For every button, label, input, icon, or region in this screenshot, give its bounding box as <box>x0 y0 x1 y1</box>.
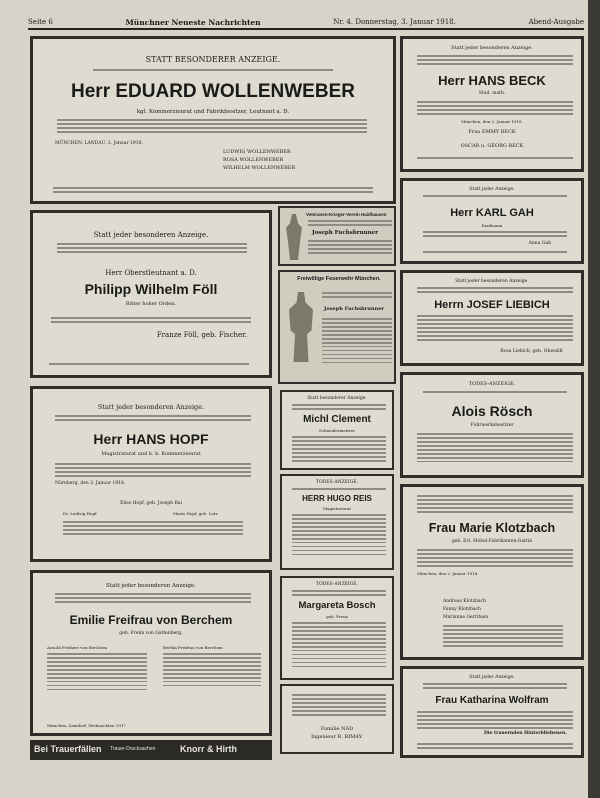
signatory: Rosa Liebich, geb. Obwaldt <box>500 349 563 354</box>
ad-title: Veteranen-Krieger-Verein Haidhausen <box>306 212 387 217</box>
city-date: München, den 2. Januar 1918. <box>417 571 479 576</box>
notice-text-lines <box>57 119 367 135</box>
notice-heading: Statt jeder besonderen Anzeige. <box>93 231 209 239</box>
notice-text-lines <box>417 549 573 569</box>
trauerfaelle-banner <box>30 740 272 760</box>
deceased-subtitle: Stud. math. <box>478 91 506 96</box>
signatory: ROSA WOLLENWEBER <box>223 157 284 163</box>
signatory: Ingenieur R. RIMAY. <box>311 734 363 740</box>
city-date: MÜNCHEN, LANDAU, 2. Januar 1918. <box>55 141 143 146</box>
notice-text-lines <box>417 55 573 67</box>
notice-text-lines <box>292 694 386 718</box>
notice-berchem <box>30 570 272 736</box>
page-header <box>28 16 584 28</box>
notice-text-lines <box>55 593 251 605</box>
notice-wolfram <box>400 666 584 758</box>
notice-text-lines <box>322 292 392 300</box>
soldier-figure-icon <box>284 214 304 260</box>
notice-heading: Statt jeder besonderen Anzeige. <box>455 279 529 284</box>
deceased-name: Joseph Fuchsbrunner <box>312 230 379 236</box>
notice-heading: STATT BESONDERER ANZEIGE. <box>145 55 281 64</box>
signatory: Elise Hopf, geb. Joseph Bai <box>120 501 182 506</box>
notice-heading: Statt jeder Anzeige. <box>469 675 515 680</box>
signatory: OSCAR u. GEORG BECK <box>460 143 524 149</box>
firefighter-figure-icon <box>286 292 316 362</box>
notice-text-lines <box>57 243 247 255</box>
notice-text-lines <box>292 514 386 558</box>
ad-veteranen-verein <box>278 206 396 266</box>
city-date: München, Zamdorf, Weihnachten 1917 <box>47 723 127 728</box>
notice-text-lines <box>55 415 251 423</box>
notice-text-lines <box>51 317 251 325</box>
deceased-name: Michl Clement <box>303 414 371 425</box>
deceased-name: Herr KARL GAH <box>450 207 534 219</box>
header-rule <box>28 28 584 30</box>
deceased-name: Herr HANS HOPF <box>93 431 209 447</box>
edition-label: Abend-Ausgabe <box>528 18 584 26</box>
deceased-name: Herrn JOSEF LIEBICH <box>434 299 550 311</box>
deceased-name: HERR HUGO REIS <box>302 494 372 503</box>
page-edge-shadow <box>588 0 600 798</box>
notice-heading: Statt jeder besonderen Anzeige. <box>451 45 533 51</box>
deceased-subtitle: Schneidermeister <box>319 428 355 433</box>
signatory: Maria Hopf, geb. Lutz <box>173 511 218 516</box>
notice-text-lines <box>423 683 567 691</box>
city-date: München, den 2. Januar 1918. <box>461 119 523 124</box>
deceased-name: Frau Katharina Wolfram <box>435 695 549 706</box>
notice-text-lines <box>292 488 386 492</box>
notice-text-lines <box>417 743 573 751</box>
deceased-name: Herr HANS BECK <box>438 73 546 88</box>
notice-text-lines <box>423 195 567 199</box>
deceased-subtitle: Ritter hoher Orden. <box>125 301 177 307</box>
notice-nad <box>280 684 394 754</box>
notice-clement <box>280 390 394 470</box>
deceased-rank: Herr Oberstleutnant a. D. <box>105 269 197 277</box>
newspaper-title: Münchner Neueste Nachrichten <box>125 17 261 27</box>
signatory: Bertha Freifrau von Berchem <box>163 645 223 650</box>
page-number: Seite 6 <box>28 18 53 26</box>
ad-title: Freiwillige Feuerwehr München. <box>297 276 381 282</box>
signatory: Franze Föll, geb. Fischer. <box>156 331 247 339</box>
notice-text-lines <box>443 625 563 649</box>
notice-text-lines <box>417 711 573 731</box>
notice-heading: Statt jeder besonderen Anzeige. <box>97 403 205 411</box>
notice-heading: Statt jeder Anzeige. <box>469 187 515 192</box>
deceased-name: Emilie Freifrau von Berchem <box>69 613 233 627</box>
deceased-subtitle: geb. Frenz <box>326 614 348 619</box>
notice-heading: TODES-ANZEIGE. <box>315 582 359 587</box>
notice-heading: Statt besonderer Anzeige. <box>307 396 367 401</box>
issue-date: Nr. 4. Donnerstag, 3. Januar 1918. <box>333 18 456 26</box>
banner-left-text: Bei Trauerfällen <box>34 744 102 754</box>
ad-feuerwehr <box>278 270 396 384</box>
notice-text-lines <box>417 101 573 117</box>
notice-text-lines <box>53 187 373 195</box>
signatory: LUDWIG WOLLENWEBER <box>223 149 291 155</box>
notice-text-lines <box>417 495 573 515</box>
city-date: Nürnberg, den 2. Januar 1918. <box>55 481 126 486</box>
deceased-name: Alois Rösch <box>451 403 533 419</box>
notice-text-lines <box>423 231 567 239</box>
notice-text-lines <box>292 404 386 412</box>
notice-foell <box>30 210 272 378</box>
signatory: Die trauernden Hinterbliebenen. <box>484 731 567 736</box>
deceased-subtitle: Magistratsrat und k. b. Kommerzienrat <box>101 451 201 457</box>
notice-gah <box>400 178 584 264</box>
notice-bosch <box>280 576 394 680</box>
notice-text-lines <box>55 463 251 479</box>
deceased-name: Herr EDUARD WOLLENWEBER <box>71 81 355 102</box>
notice-text-lines <box>292 436 386 464</box>
notice-roesch <box>400 372 584 478</box>
notice-wollenweber <box>30 36 396 204</box>
notice-text-lines <box>308 240 392 256</box>
notice-klotzbach <box>400 484 584 660</box>
notice-text-lines <box>308 220 392 228</box>
family-name: Familie NAD <box>320 726 354 732</box>
notice-hopf <box>30 386 272 562</box>
deceased-subtitle: Kaufmann <box>481 223 503 228</box>
notice-heading: Statt jeder besonderen Anzeige. <box>106 583 196 589</box>
notice-text-lines <box>322 318 392 366</box>
deceased-title: kgl. Kommerzienrat und Fabrikbesitzer, Leutnant a. D. <box>136 109 290 115</box>
signatory: Marianne Gerritsen <box>443 615 489 620</box>
notice-reis <box>280 474 394 570</box>
notice-heading: TODES-ANZEIGE. <box>315 480 359 485</box>
notice-text-lines <box>423 251 567 255</box>
notice-text-lines <box>417 433 573 465</box>
signatory: Arnold Freiherr von Berchem <box>47 645 107 650</box>
banner-middle-text: Trauer-Drucksachen <box>110 746 156 752</box>
notice-text-lines <box>63 521 243 537</box>
signatory: Dr. Ludwig Hopf <box>63 511 97 516</box>
notice-text-lines <box>93 69 333 73</box>
notice-text-lines <box>292 590 386 598</box>
notice-text-lines <box>417 315 573 343</box>
deceased-subtitle: Fuhrwerksbesitzer <box>470 423 514 428</box>
notice-text-lines <box>292 622 386 670</box>
signatory: Andreas Klotzbach <box>443 599 486 604</box>
deceased-subtitle: geb. Erl, Möbel-Fabrikanten-Gattin <box>451 539 533 544</box>
deceased-subtitle: geb. Freiin von Gattenberg. <box>119 631 183 636</box>
notice-liebich <box>400 270 584 366</box>
deceased-name: Margareta Bosch <box>298 600 376 611</box>
signatory: Frau EMMY BECK <box>468 129 516 135</box>
notice-text-lines <box>47 653 147 693</box>
deceased-subtitle: Magistratsrat <box>323 506 351 511</box>
signatory: Anna Gah <box>528 241 551 246</box>
banner-right-text: Knorr & Hirth <box>180 744 237 754</box>
notice-text-lines <box>423 391 567 395</box>
notice-beck <box>400 36 584 172</box>
notice-text-lines <box>417 157 573 161</box>
notice-text-lines <box>49 363 249 367</box>
deceased-name: Philipp Wilhelm Föll <box>84 281 218 297</box>
signatory: WILHELM WOLLENWEBER <box>223 165 296 171</box>
deceased-name: Frau Marie Klotzbach <box>428 521 556 535</box>
notice-heading: TODES-ANZEIGE. <box>468 381 516 387</box>
deceased-name: Joseph Fuchsbrunner <box>324 306 385 312</box>
signatory: Fanny Klotzbach <box>443 607 481 612</box>
notice-text-lines <box>163 653 261 689</box>
notice-text-lines <box>417 287 573 295</box>
